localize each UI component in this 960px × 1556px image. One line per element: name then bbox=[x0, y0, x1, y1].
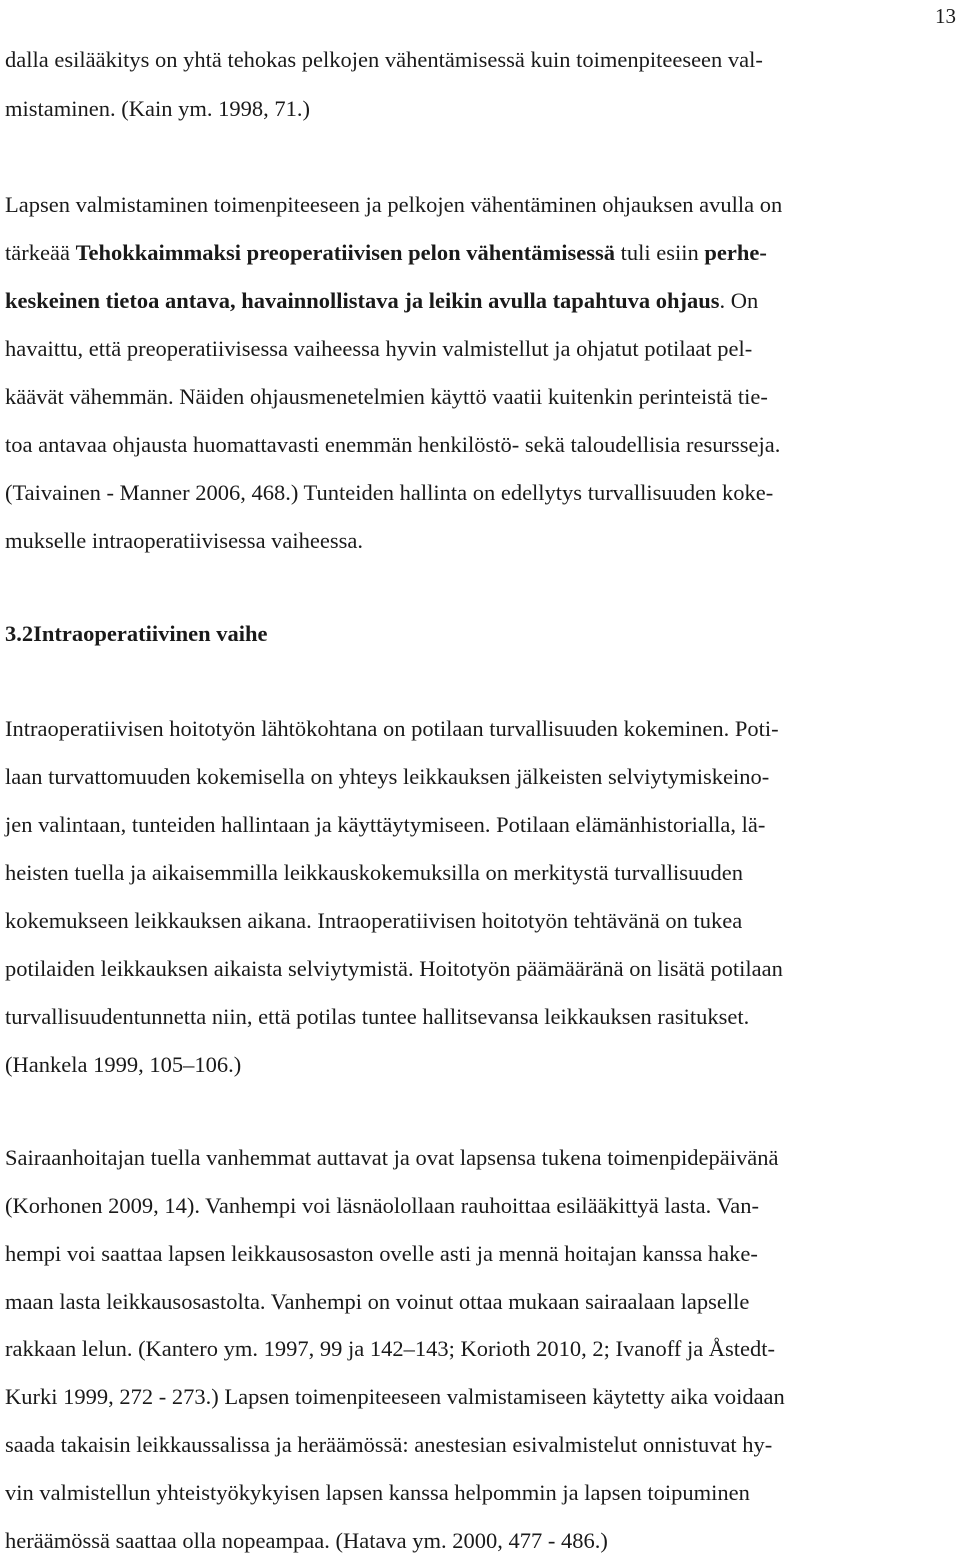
text-line bbox=[5, 238, 767, 268]
text-span: . On bbox=[719, 288, 759, 313]
text-line: (Korhonen 2009, 14). Vanhempi voi läsnäolollaan rauhoittaa esilääkittyä lasta. Van- bbox=[5, 1193, 759, 1218]
text-line: (Hankela 1999, 105–106.) bbox=[5, 1052, 242, 1077]
text-line: jen valintaan, tunteiden hallintaan ja käyttäytymiseen. Potilaan elämänhistorialla, lä- bbox=[5, 812, 766, 837]
bold-text-span: keskeinen tietoa antava, havainnollistava ja leikin avulla tapahtuva ohjaus bbox=[5, 288, 720, 313]
text-line: Kurki 1999, 272 - 273.) Lapsen toimenpiteeseen valmistamiseen käytetty aika voidaan bbox=[5, 1384, 785, 1409]
text-line: kokemukseen leikkauksen aikana. Intraoperatiivisen hoitotyön tehtävänä on tukea bbox=[5, 908, 743, 933]
text-span: tärkeää bbox=[5, 240, 76, 265]
text-line: Sairaanhoitajan tuella vanhemmat auttavat ja ovat lapsensa tukena toimenpidepäivänä bbox=[5, 1145, 779, 1170]
text-line bbox=[5, 286, 758, 316]
text-line: (Taivainen - Manner 2006, 468.) Tunteiden hallinta on edellytys turvallisuuden koke- bbox=[5, 480, 774, 505]
text-line: havaittu, että preoperatiivisessa vaiheessa hyvin valmistellut ja ohjatut potilaat pel- bbox=[5, 336, 753, 361]
text-line: vin valmistellun yhteistyökykyisen lapsen kanssa helpommin ja lapsen toipuminen bbox=[5, 1480, 750, 1505]
text-line: mistaminen. (Kain ym. 1998, 71.) bbox=[5, 96, 310, 121]
text-line: turvallisuudentunnetta niin, että potilas tuntee hallitsevansa leikkauksen rasitukset. bbox=[5, 1004, 750, 1029]
text-line: rakkaan lelun. (Kantero ym. 1997, 99 ja 142–143; Korioth 2010, 2; Ivanoff ja Åstedt- bbox=[5, 1336, 776, 1361]
text-line: Lapsen valmistaminen toimenpiteeseen ja pelkojen vähentäminen ohjauksen avulla on bbox=[5, 192, 783, 217]
text-line: Intraoperatiivisen hoitotyön lähtökohtana on potilaan turvallisuuden kokeminen. Poti- bbox=[5, 716, 779, 741]
text-line: hempi voi saattaa lapsen leikkausosaston ovelle asti ja mennä hoitajan kanssa hake- bbox=[5, 1241, 758, 1266]
text-line: dalla esilääkitys on yhtä tehokas pelkojen vähentämisessä kuin toimenpiteeseen val- bbox=[5, 47, 763, 72]
page-number: 13 bbox=[935, 4, 956, 28]
text-line: maan lasta leikkausosastolta. Vanhempi on voinut ottaa mukaan sairaalaan lapselle bbox=[5, 1289, 750, 1314]
text-line: potilaiden leikkauksen aikaista selviytymistä. Hoitotyön päämääränä on lisätä potilaan bbox=[5, 956, 783, 981]
text-line: mukselle intraoperatiivisessa vaiheessa. bbox=[5, 528, 364, 553]
text-line: heisten tuella ja aikaisemmilla leikkauskokemuksilla on merkitystä turvallisuuden bbox=[5, 860, 743, 885]
text-line: saada takaisin leikkaussalissa ja heräämössä: anestesian esivalmistelut onnistuvat hy- bbox=[5, 1432, 773, 1457]
bold-text-span: Tehokkaimmaksi preoperatiivisen pelon vähentämisessä bbox=[75, 240, 616, 265]
text-line: laan turvattomuuden kokemisella on yhteys leikkauksen jälkeisten selviytymiskeino- bbox=[5, 764, 770, 789]
text-line: toa antavaa ohjausta huomattavasti enemmän henkilöstö- sekä taloudellisia resursseja. bbox=[5, 432, 781, 457]
bold-text-span: perhe- bbox=[704, 240, 767, 265]
section-heading: 3.2Intraoperatiivinen vaihe bbox=[5, 621, 268, 646]
text-line: heräämössä saattaa olla nopeampaa. (Hatava ym. 2000, 477 - 486.) bbox=[5, 1528, 608, 1553]
text-line: käävät vähemmän. Näiden ohjausmenetelmien käyttö vaatii kuitenkin perinteistä tie- bbox=[5, 384, 768, 409]
text-span: tuli esiin bbox=[615, 240, 705, 265]
